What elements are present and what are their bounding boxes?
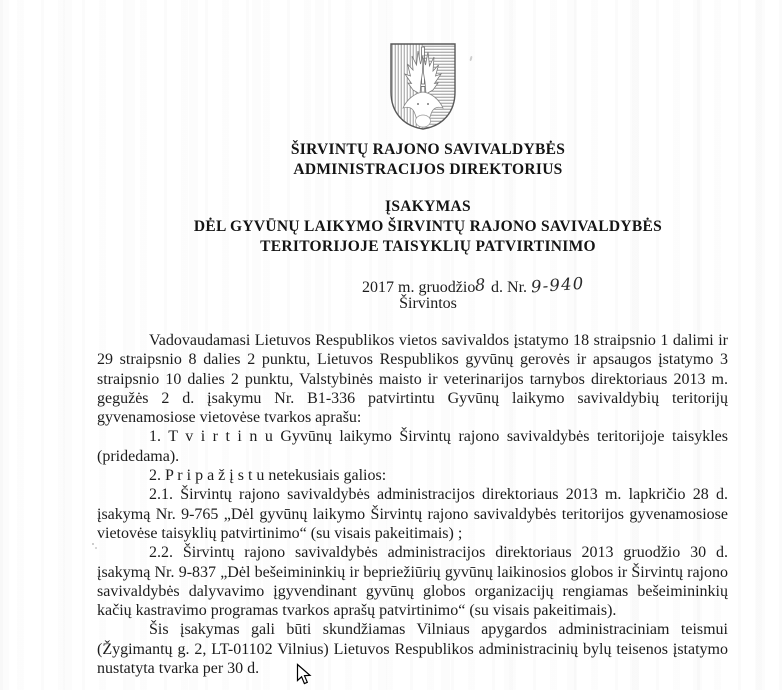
handwritten-order-number: 9-940 — [530, 273, 586, 297]
paragraph-point-1-approve: 1. T v i r t i n u Gyvūnų laikymo Širvintų rajono savivaldybės teritorijoje taisykles (pridedama). — [97, 428, 728, 465]
date-printed-prefix: 2017 m. gruodžio — [362, 279, 476, 296]
paragraph-point-2-2: 2.2. Širvintų rajono savivaldybės administracijos direktoriaus 2013 gruodžio 30 d. įsakymą Nr. 9-837 „Dėl bešeimininkių ir bepriežiūrių gyvūnų laikinosios globos ir Širvintų rajono savivaldybės dalyvavimo įgyvendinant gyvūnų globos organizacijų rengiamas bešeimininkių kačių kastravimo programas tvarkos aprašų patvirtinimo“ (su visais pakeitimais). — [97, 544, 728, 620]
institution-name-line2: ADMINISTRACIJOS DIREKTORIUS — [293, 161, 563, 178]
paragraph-point-2-1: 2.1. Širvintų rajono savivaldybės administracijos direktoriaus 2013 m. lapkričio 28 d. įsakymą Nr. 9-765 „Dėl gyvūnų laikymo Širvintų rajono savivaldybės teritorijos gyvenamosiose vietovėse taisyklių patvirtinimo“ (su visais pakeitimais) ; — [97, 486, 728, 542]
handwritten-day: 8 — [474, 275, 488, 295]
order-body — [97, 331, 728, 678]
subject-line2: TERITORIJOJE TAISYKLIŲ PATVIRTINIMO — [260, 237, 596, 255]
arrow-cursor-icon — [296, 663, 312, 686]
scan-speck — [469, 56, 472, 61]
scan-speck — [92, 543, 94, 545]
doc-type-heading: ĮSAKYMAS — [385, 198, 471, 215]
institution-name-line1: ŠIRVINTŲ RAJONO SAVIVALDYBĖS — [290, 141, 566, 158]
paragraph-legal-basis: Vadovaudamasi Lietuvos Respublikos vietos savivaldos įstatymo 18 straipsnio 1 dalimi ir 29 straipsnio 8 dalies 2 punktu, Lietuvos Respublikos gyvūnų gerovės ir apsaugos įstatymo 3 straipsnio 10 dalies 2 punktu, Valstybinės maisto ir veterinarijos tarnybos direktoriaus 2013 m. gegužės 2 d. įsakymu Nr. B1-336 patvirtintu Gyvūnų laikymo savivaldybių teritorijų gyvenamosiose vietovėse tvarkos aprašu: — [97, 332, 728, 427]
subject-line1: DĖL GYVŪNŲ LAIKYMO ŠIRVINTŲ RAJONO SAVIVALDYBĖS — [193, 217, 663, 235]
institution-heading — [95, 140, 761, 180]
paragraph-appeal-notice: Šis įsakymas gali būti skundžiamas Vilniaus apygardos administraciniam teismui (Žygimantų g. 2, LT-01102 Vilnius) Lietuvos Respublikos administracinių bylų teisenos įstatymo nustatyta tvarka per 30 d. — [97, 621, 728, 678]
sirvintos-coat-of-arms-icon — [388, 42, 458, 131]
date-number-line — [362, 273, 586, 297]
place-name: Širvintos — [399, 295, 457, 312]
date-printed-middle: d. Nr. — [487, 279, 532, 296]
order-title — [95, 197, 761, 256]
paragraph-point-2-repeal: 2. P r i p a ž į s t u netekusiais galios: — [149, 467, 387, 485]
